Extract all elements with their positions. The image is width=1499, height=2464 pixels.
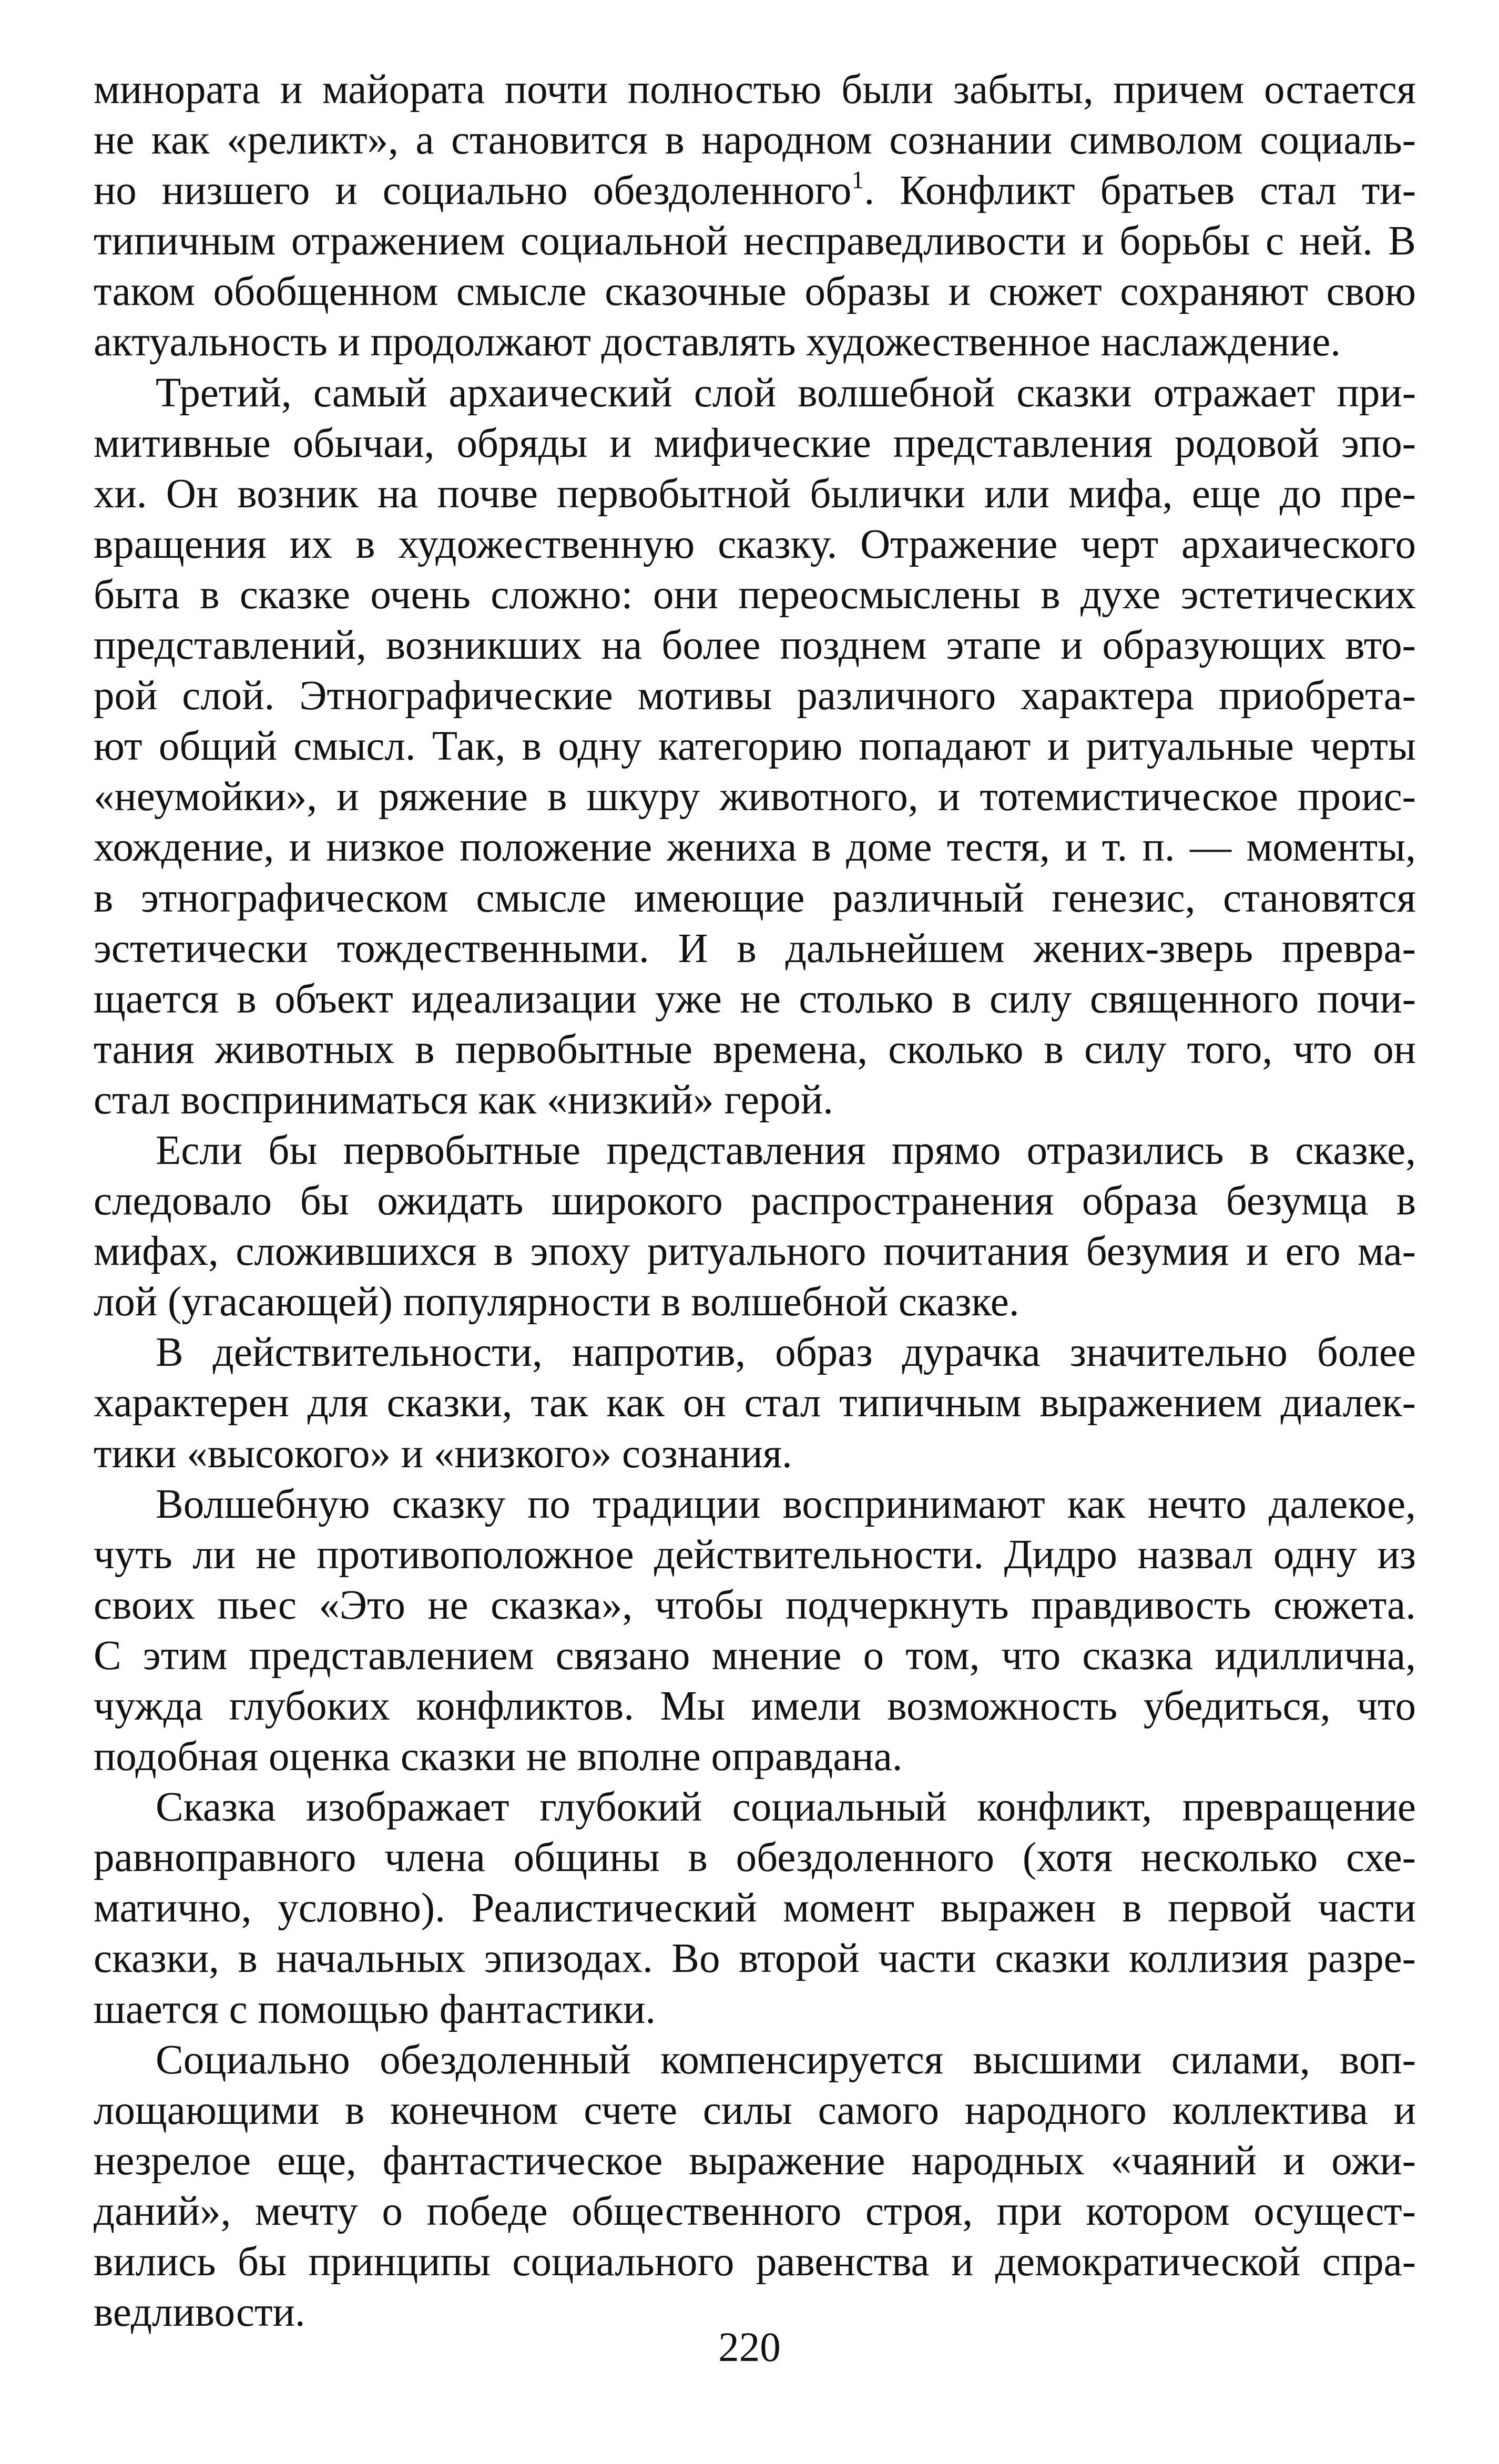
text-line: следовало бы ожидать широкого распространения образа безумца в xyxy=(94,1178,1416,1224)
text-line: чуть ли не противоположное действительности. Дидро назвал одну из xyxy=(94,1531,1416,1578)
text-line: в этнографическом смысле имеющие различный генезис, становятся xyxy=(94,875,1416,921)
text-line: тики «высокого» и «низкого» сознания. xyxy=(94,1430,792,1477)
text-line: лощающими в конечном счете силы самого народного коллектива и xyxy=(94,2087,1416,2133)
page-number: 220 xyxy=(718,2325,781,2370)
text-line: митивные обычаи, обряды и мифические представления родовой эпо- xyxy=(94,420,1416,466)
text-line: Сказка изображает глубокий социальный конфликт, превращение xyxy=(156,1784,1416,1831)
paragraph-2 xyxy=(94,368,1416,1126)
text-line: сказки, в начальных эпизодах. Во второй части сказки коллизия разре- xyxy=(94,1936,1416,1982)
text-line: Волшебную сказку по традиции воспринимают как нечто далекое, xyxy=(156,1481,1416,1527)
paragraph-7 xyxy=(94,2035,1416,2338)
text-line: В действительности, напротив, образ дурачка значительно более xyxy=(156,1330,1416,1376)
text-line: Если бы первобытные представления прямо отразились в сказке, xyxy=(156,1127,1416,1173)
text-line: тания животных в первобытные времена, сколько в силу того, что он xyxy=(94,1026,1416,1072)
body-text xyxy=(94,65,1416,2338)
footnote-marker: 1 xyxy=(851,166,864,195)
text-line: хи. Он возник на почве первобытной былички или мифа, еще до пре- xyxy=(94,471,1416,517)
text-line: даний», мечту о победе общественного строя, при котором осущест- xyxy=(94,2188,1416,2234)
text-segment: но низшего и социально обездоленного xyxy=(94,168,852,214)
text-line: мифах, сложившихся в эпоху ритуального почитания безумия и его ма- xyxy=(94,1229,1416,1275)
paragraph-5 xyxy=(94,1479,1416,1783)
text-line: своих пьес «Это не сказка», чтобы подчеркнуть правдивость сюжета. xyxy=(94,1582,1416,1628)
text-line: вращения их в художественную сказку. Отражение черт архаического xyxy=(94,521,1416,567)
text-line: не как «реликт», а становится в народном сознании символом социаль- xyxy=(94,117,1416,163)
text-line: щается в объект идеализации уже не столько в силу священного почи- xyxy=(94,976,1416,1022)
text-line: представлений, возникших на более позднем этапе и образующих вто- xyxy=(94,622,1416,669)
text-line: подобная оценка сказки не вполне оправдана. xyxy=(94,1734,903,1780)
paragraph-4 xyxy=(94,1327,1416,1479)
text-line: чужда глубоких конфликтов. Мы имели возможность убедиться, что xyxy=(94,1683,1416,1729)
text-line: шается с помощью фантастики. xyxy=(94,1986,656,2032)
text-line: незрелое еще, фантастическое выражение народных «чаяний и ожи- xyxy=(94,2138,1416,2184)
text-line: матично, условно). Реалистический момент выражен в первой части xyxy=(94,1885,1416,1931)
text-line: ют общий смысл. Так, в одну категорию попадают и ритуальные черты xyxy=(94,723,1416,770)
text-line: «неумойки», и ряжение в шкуру животного, и тотемистическое проис- xyxy=(94,774,1416,820)
text-line-with-footnote xyxy=(94,166,1416,216)
text-line: лой (угасающей) популярности в волшебной сказке. xyxy=(94,1279,1019,1325)
text-line: характерен для сказки, так как он стал типичным выражением диалек- xyxy=(94,1380,1416,1426)
text-line: типичным отражением социальной несправедливости и борьбы с ней. В xyxy=(94,218,1416,264)
text-line: Социально обездоленный компенсируется высшими силами, воп- xyxy=(156,2037,1416,2083)
text-line: ведливости. xyxy=(94,2289,305,2336)
text-line: эстетически тождественными. И в дальнейшем жених-зверь превра- xyxy=(94,925,1416,972)
text-line: Третий, самый архаический слой волшебной сказки отражает при- xyxy=(156,370,1416,416)
text-line: быта в сказке очень сложно: они переосмыслены в духе эстетических xyxy=(94,571,1416,618)
text-line: рой слой. Этнографические мотивы различного характера приобрета- xyxy=(94,673,1416,719)
text-segment: . Конфликт братьев стал ти- xyxy=(864,168,1416,214)
text-line: стал восприниматься как «низкий» герой. xyxy=(94,1077,833,1123)
text-line: актуальность и продолжают доставлять художественное наслаждение. xyxy=(94,319,1341,365)
paragraph-3 xyxy=(94,1126,1416,1327)
text-line: хождение, и низкое положение жениха в доме тестя, и т. п. — моменты, xyxy=(94,824,1416,871)
text-line: равноправного члена общины в обездоленного (хотя несколько схе- xyxy=(94,1835,1416,1881)
text-line: минората и майората почти полностью были забыты, причем остается xyxy=(94,67,1416,113)
paragraph-6 xyxy=(94,1782,1416,2034)
text-line: таком обобщенном смысле сказочные образы и сюжет сохраняют свою xyxy=(94,269,1416,315)
paragraph-1 xyxy=(94,65,1416,368)
text-line: вились бы принципы социального равенства и демократической спра- xyxy=(94,2239,1416,2285)
text-line: С этим представлением связано мнение о том, что сказка идиллична, xyxy=(94,1632,1416,1679)
